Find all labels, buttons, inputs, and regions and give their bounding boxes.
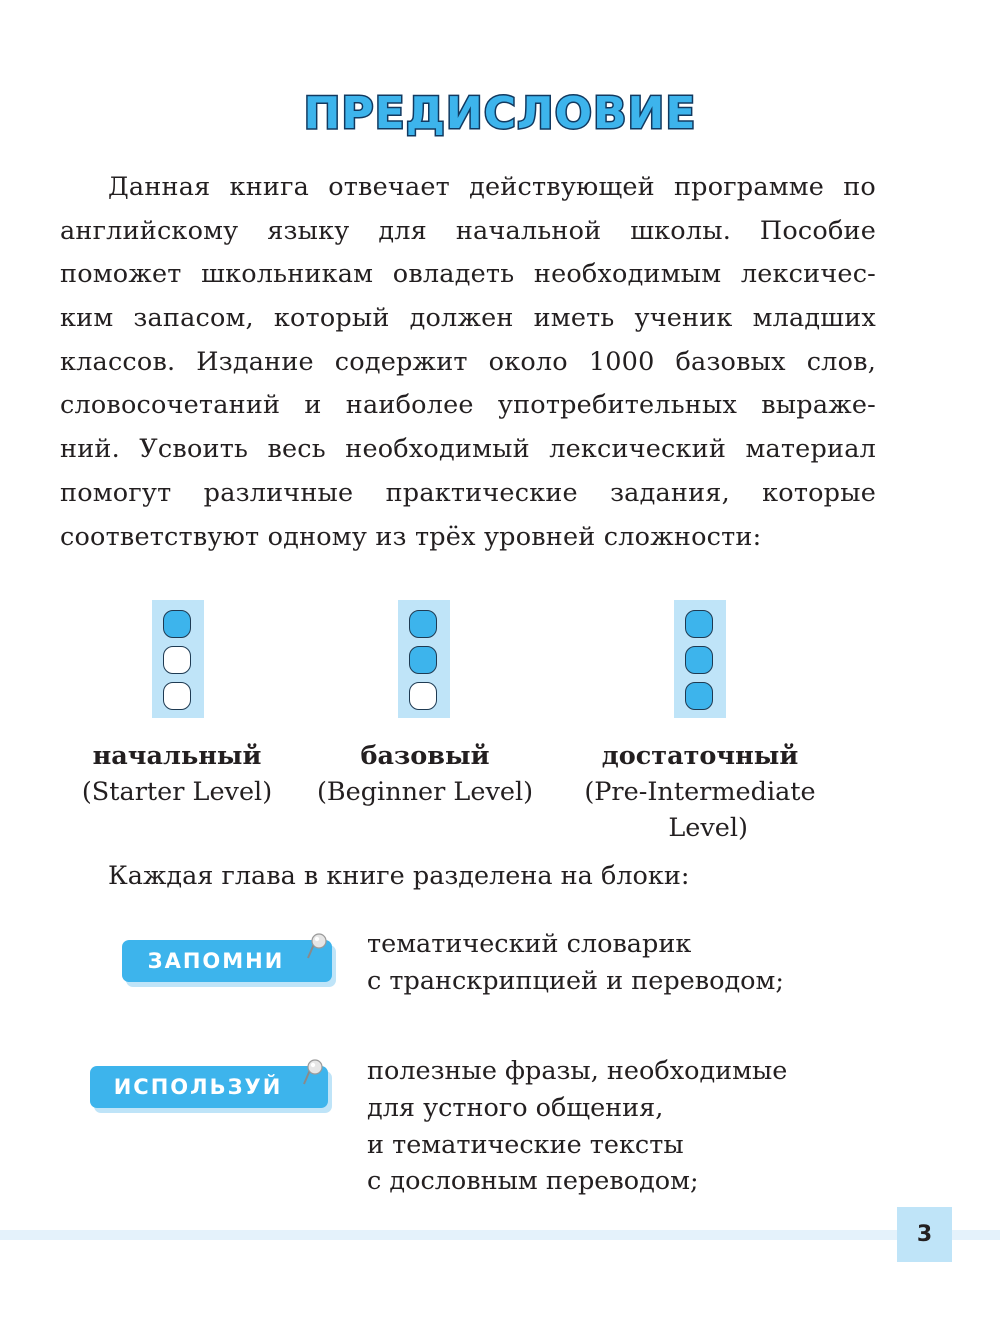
paragraph-line: поможет школьникам овладеть необходимым лексичес-	[60, 259, 876, 290]
level-dot	[685, 610, 713, 638]
paragraph-line: соответствуют одному из трёх уровней сложности:	[60, 521, 762, 552]
description-line: для устного общения,	[367, 1092, 664, 1123]
description-line: с дословным переводом;	[367, 1166, 699, 1197]
level-dot	[685, 646, 713, 674]
level-label-beginner	[299, 738, 551, 810]
description-line: полезные фразы, необходимые	[367, 1056, 788, 1086]
level-name: достаточный	[601, 741, 799, 771]
description-line: и тематические тексты	[367, 1129, 684, 1160]
level-english: (Starter Level)	[81, 777, 273, 807]
paragraph-line: Данная книга отвечает действующей программе по	[108, 172, 876, 202]
paragraph-line: помогут различные практические задания, которые	[60, 477, 876, 508]
tag-ispolzui	[90, 1066, 328, 1108]
level-english: (Beginner Level)	[316, 777, 534, 807]
level-english: Level)	[668, 813, 748, 843]
level-label-starter	[57, 738, 297, 810]
pushpin-icon	[306, 932, 330, 960]
blocks-intro: Каждая глава в книге разделена на блоки:	[108, 861, 690, 891]
block-description	[367, 926, 784, 1000]
level-indicator-beginner	[398, 600, 450, 718]
level-dot	[163, 646, 191, 674]
block-description	[367, 1053, 787, 1200]
level-dot	[163, 610, 191, 638]
page-number: 3	[897, 1207, 952, 1262]
level-label-pre-intermediate	[568, 738, 832, 846]
level-dot	[685, 682, 713, 710]
paragraph-line: ким запасом, который должен иметь ученик младших	[60, 303, 876, 334]
tag-label: ЗАПОМНИ	[147, 949, 285, 973]
level-dot	[163, 682, 191, 710]
pushpin-icon	[302, 1058, 326, 1086]
paragraph-line: словосочетаний и наиболее употребительных выраже-	[60, 390, 876, 421]
level-dot	[409, 682, 437, 710]
description-line: тематический словарик	[367, 929, 692, 959]
paragraph-line: английскому языку для начальной школы. Пособие	[60, 215, 876, 246]
tag-zapomni	[122, 940, 332, 982]
level-dot	[409, 646, 437, 674]
level-name: начальный	[92, 741, 262, 771]
level-indicator-pre-intermediate	[674, 600, 726, 718]
level-indicator-starter	[152, 600, 204, 718]
footer-divider	[0, 1230, 1000, 1240]
level-name: базовый	[360, 741, 490, 771]
tag-label: ИСПОЛЬЗУЙ	[113, 1075, 283, 1099]
page-title: ПРЕДИСЛОВИЕ	[303, 88, 697, 139]
level-dot	[409, 610, 437, 638]
paragraph-line: классов. Издание содержит около 1000 базовых слов,	[60, 346, 876, 377]
paragraph-line: ний. Усвоить весь необходимый лексический материал	[60, 434, 876, 465]
level-english: (Pre-Intermediate	[584, 777, 816, 807]
description-line: с транскрипцией и переводом;	[367, 965, 784, 996]
intro-paragraph	[60, 166, 876, 559]
